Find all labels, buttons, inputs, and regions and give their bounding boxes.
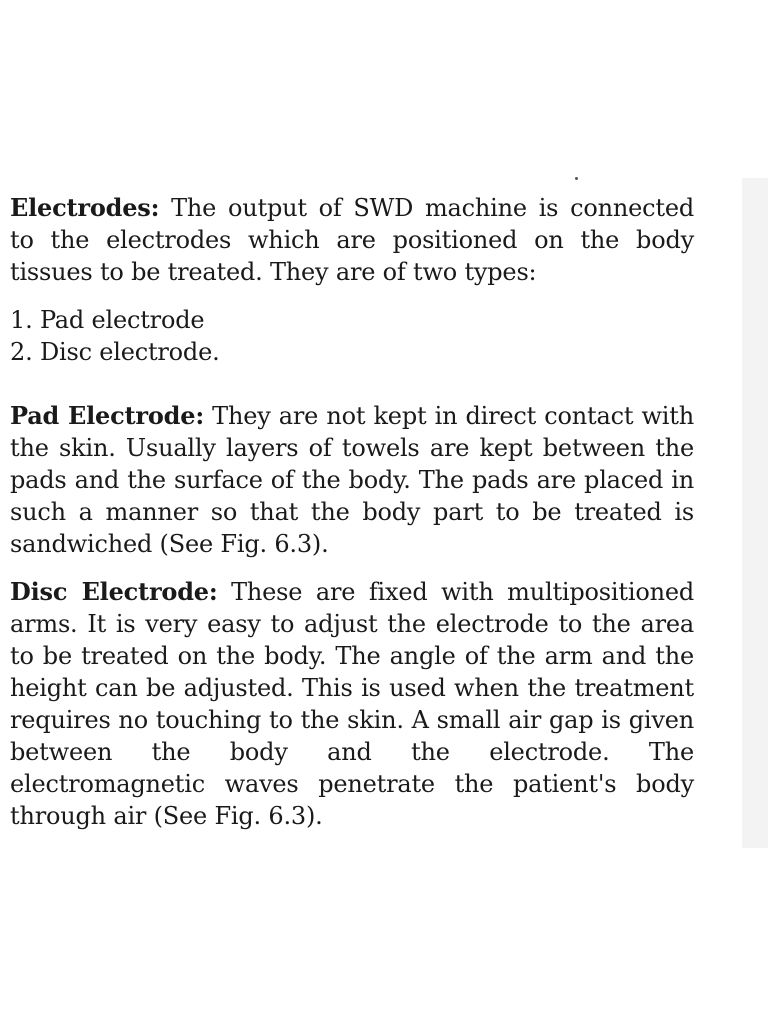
pad-electrode-term: Pad Electrode: (10, 401, 204, 430)
electrodes-paragraph (10, 192, 694, 288)
list-item (10, 304, 694, 336)
disc-electrode-text: These are fixed with multipositioned arms. It is very easy to adjust the electrode to the area to be treated on the body. The angle of the arm and the height can be adjusted. This is used when the treatment requires no touching to the skin. A small air gap is given between the body and the electrode. The electromagnetic waves penetrate the patient's body through air (See Fig. 6.3). (10, 578, 694, 830)
pad-electrode-paragraph (10, 400, 694, 560)
document-body (10, 192, 694, 832)
list-item-number: 1. (10, 306, 33, 334)
list-item-label: Disc electrode. (39, 338, 220, 366)
list-item-label: Pad electrode (39, 306, 205, 334)
disc-electrode-term: Disc Electrode: (10, 577, 218, 606)
electrodes-term: Electrodes: (10, 193, 160, 222)
scan-speck (575, 177, 578, 180)
scan-margin-strip (742, 178, 768, 848)
list-item (10, 336, 694, 368)
list-item-number: 2. (10, 338, 33, 366)
disc-electrode-paragraph (10, 576, 694, 832)
pad-electrode-text: They are not kept in direct contact with the skin. Usually layers of towels are kept between the pads and the surface of the body. The pads are placed in such a manner so that the body part to be treated is sandwiched (See Fig. 6.3). (10, 402, 694, 558)
electrodes-text: The output of SWD machine is connected to the electrodes which are positioned on the body tissues to be treated. They are of two types: (10, 194, 694, 286)
electrode-types-list (10, 304, 694, 368)
